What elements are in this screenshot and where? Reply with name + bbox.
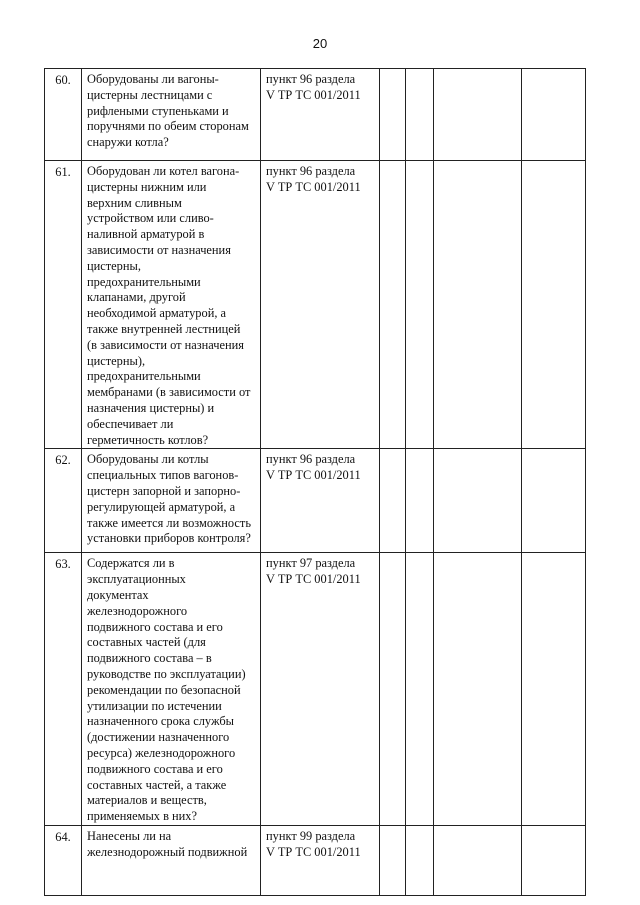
not-applicable-cell bbox=[434, 69, 522, 161]
question-line: цистерн запорной и запорно- bbox=[87, 483, 241, 498]
question-line: верхним сливным bbox=[87, 195, 182, 210]
question-line: наливной арматурой в bbox=[87, 227, 205, 242]
question-line: Оборудован ли котел вагона- bbox=[87, 164, 240, 178]
reference-line: V ТР ТС 001/2011 bbox=[266, 468, 361, 483]
question-line: устройством или сливо- bbox=[87, 211, 214, 226]
question-line: Содержатся ли в bbox=[87, 556, 175, 571]
question-line: цистерны нижним или bbox=[87, 179, 207, 194]
question-line: составных частей (для bbox=[87, 635, 206, 650]
question-line: регулирующей арматурой, а bbox=[87, 499, 236, 514]
question-line: также имеется ли возможность bbox=[87, 515, 251, 530]
question-line: (в зависимости от назначения bbox=[87, 337, 244, 352]
question-cell bbox=[82, 69, 261, 161]
table-row bbox=[45, 825, 586, 895]
question-line: материалов и веществ, bbox=[87, 793, 207, 808]
question-cell bbox=[82, 825, 261, 895]
question-line: поручнями по обеим сторонам bbox=[87, 119, 249, 134]
note-cell bbox=[522, 449, 586, 553]
question-line: рекомендации по безопасной bbox=[87, 682, 241, 697]
question-line: клапанами, другой bbox=[87, 290, 186, 305]
page-number: 20 bbox=[312, 36, 328, 51]
not-applicable-cell bbox=[434, 825, 522, 895]
answer-yes-cell bbox=[380, 161, 406, 449]
note-cell bbox=[522, 553, 586, 826]
question-line: документах bbox=[87, 587, 149, 602]
answer-no-cell bbox=[406, 69, 434, 161]
question-text bbox=[87, 556, 255, 825]
reference-line: V ТР ТС 001/2011 bbox=[266, 572, 361, 587]
reference-line: пункт 96 раздела bbox=[266, 452, 356, 467]
note-cell bbox=[522, 69, 586, 161]
table-row bbox=[45, 553, 586, 826]
row-number: 62. bbox=[45, 449, 82, 553]
question-line: обеспечивает ли bbox=[87, 416, 174, 431]
question-text bbox=[87, 72, 255, 151]
question-line: предохранительными bbox=[87, 369, 201, 384]
question-line: применяемых в них? bbox=[87, 809, 197, 824]
not-applicable-cell bbox=[434, 161, 522, 449]
question-line: Оборудованы ли вагоны- bbox=[87, 72, 219, 86]
question-line: подвижного состава и его bbox=[87, 761, 223, 776]
table-row bbox=[45, 161, 586, 449]
reference-cell bbox=[261, 553, 380, 826]
question-line: Оборудованы ли котлы bbox=[87, 452, 209, 467]
question-line: снаружи котла? bbox=[87, 135, 169, 150]
answer-yes-cell bbox=[380, 553, 406, 826]
question-line: (достижении назначенного bbox=[87, 730, 230, 745]
not-applicable-cell bbox=[434, 449, 522, 553]
question-line: зависимости от назначения bbox=[87, 242, 231, 257]
question-text bbox=[87, 452, 255, 547]
question-line: цистерны), bbox=[87, 353, 146, 368]
answer-no-cell bbox=[406, 553, 434, 826]
question-line: подвижного состава и его bbox=[87, 619, 223, 634]
question-line: герметичность котлов? bbox=[87, 432, 209, 447]
note-cell bbox=[522, 825, 586, 895]
question-cell bbox=[82, 161, 261, 449]
question-line: подвижного состава – в bbox=[87, 651, 212, 666]
question-line: мембранами (в зависимости от bbox=[87, 385, 251, 400]
row-number: 64. bbox=[45, 825, 82, 895]
question-line: также внутренней лестницей bbox=[87, 321, 241, 336]
answer-no-cell bbox=[406, 161, 434, 449]
question-line: цистерны лестницами с bbox=[87, 87, 213, 102]
question-line: Нанесены ли на bbox=[87, 828, 172, 843]
question-line: ресурса) железнодорожного bbox=[87, 745, 236, 760]
reference-cell bbox=[261, 69, 380, 161]
question-line: специальных типов вагонов- bbox=[87, 468, 239, 483]
question-cell bbox=[82, 449, 261, 553]
answer-yes-cell bbox=[380, 825, 406, 895]
question-line: рифлеными ступеньками и bbox=[87, 103, 229, 118]
reference-line: V ТР ТС 001/2011 bbox=[266, 87, 361, 102]
question-text bbox=[87, 829, 255, 861]
table-row bbox=[45, 449, 586, 553]
row-number: 61. bbox=[45, 161, 82, 449]
question-line: назначения цистерны) и bbox=[87, 400, 215, 415]
question-line: железнодорожный подвижной bbox=[87, 844, 248, 859]
question-line: назначенного срока службы bbox=[87, 714, 234, 729]
reference-line: пункт 96 раздела bbox=[266, 72, 356, 86]
question-line: руководстве по эксплуатации) bbox=[87, 666, 246, 681]
question-line: составных частей, а также bbox=[87, 777, 227, 792]
answer-no-cell bbox=[406, 449, 434, 553]
reference-cell bbox=[261, 825, 380, 895]
question-line: железнодорожного bbox=[87, 603, 188, 618]
question-line: необходимой арматурой, а bbox=[87, 306, 227, 321]
row-number: 63. bbox=[45, 553, 82, 826]
note-cell bbox=[522, 161, 586, 449]
reference-line: пункт 97 раздела bbox=[266, 556, 356, 571]
reference-line: пункт 99 раздела bbox=[266, 828, 356, 843]
reference-line: V ТР ТС 001/2011 bbox=[266, 844, 361, 859]
reference-line: пункт 96 раздела bbox=[266, 164, 356, 178]
question-line: предохранительными bbox=[87, 274, 201, 289]
question-text bbox=[87, 164, 255, 448]
question-line: цистерны, bbox=[87, 258, 141, 273]
question-line: утилизации по истечении bbox=[87, 698, 222, 713]
answer-yes-cell bbox=[380, 69, 406, 161]
reference-cell bbox=[261, 161, 380, 449]
reference-line: V ТР ТС 001/2011 bbox=[266, 179, 361, 194]
reference-cell bbox=[261, 449, 380, 553]
checklist-table bbox=[44, 68, 586, 896]
question-line: эксплуатационных bbox=[87, 572, 186, 587]
not-applicable-cell bbox=[434, 553, 522, 826]
answer-yes-cell bbox=[380, 449, 406, 553]
question-line: установки приборов контроля? bbox=[87, 531, 251, 546]
question-cell bbox=[82, 553, 261, 826]
row-number: 60. bbox=[45, 69, 82, 161]
table-row bbox=[45, 69, 586, 161]
answer-no-cell bbox=[406, 825, 434, 895]
